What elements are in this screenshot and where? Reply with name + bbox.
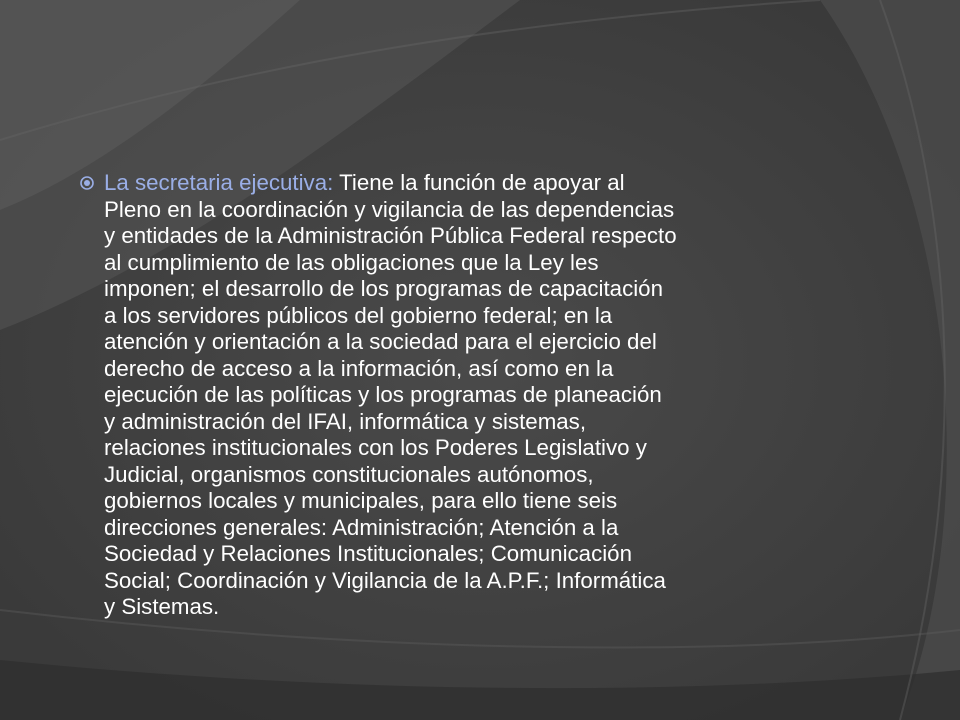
target-bullet-icon <box>80 176 94 190</box>
bullet-item <box>80 170 830 621</box>
content-placeholder <box>80 170 830 621</box>
body-text: Tiene la función de apoyar al Pleno en la coordinación y vigilancia de las dependencias y entidades de la Administración Pública Federal respecto al cumplimiento de las obligaciones que la Ley les imponen; el desarrollo de los programas de capacitación a los servidores públicos del gobierno federal; en la atención y orientación a la sociedad para el ejercicio del derecho de acceso a la información, así como en la ejecución de las políticas y los programas de planeación y administración del IFAI, informática y sistemas, relaciones institucionales con los Poderes Legislativo y Judicial, organismos constitucionales autónomos, gobiernos locales y municipales, para ello tiene seis direcciones generales: Administración; Atención a la Sociedad y Relaciones Institucionales; Comunicación Social; Coordinación y Vigilancia de la A.P.F.; Informática y Sistemas. <box>104 170 677 619</box>
lead-text: La secretaria ejecutiva: <box>104 170 334 195</box>
bullet-paragraph <box>104 170 830 621</box>
